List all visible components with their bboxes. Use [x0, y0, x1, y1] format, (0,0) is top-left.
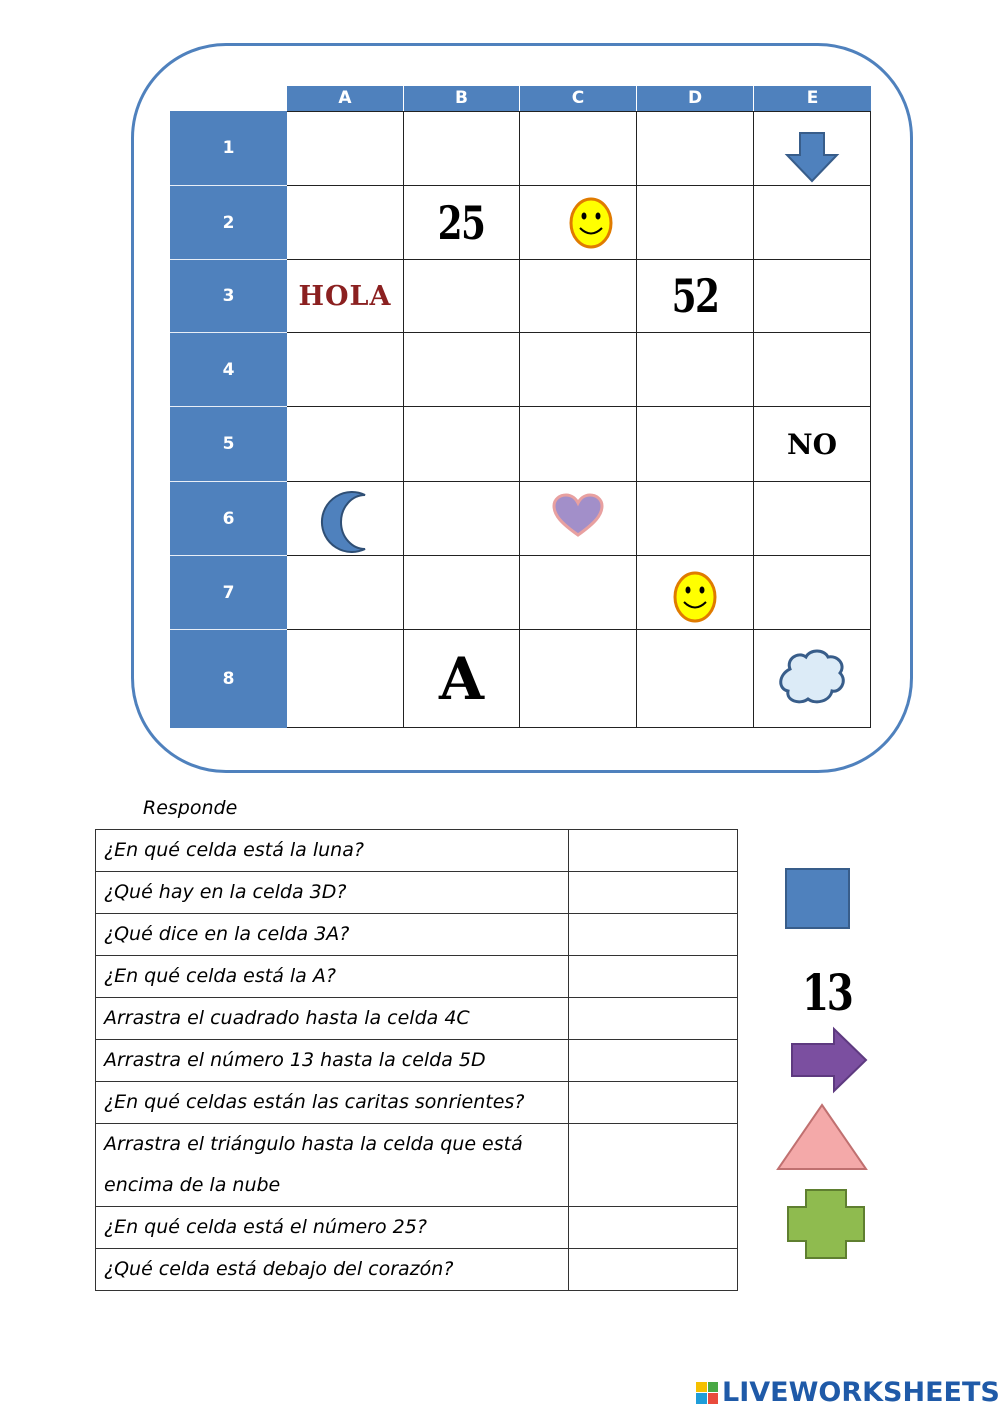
question-text: Arrastra el cuadrado hasta la celda 4C — [96, 998, 569, 1040]
answer-field[interactable] — [569, 1082, 738, 1124]
question-text: ¿En qué celda está la A? — [96, 956, 569, 998]
question-row — [96, 830, 738, 872]
question-row — [96, 872, 738, 914]
grid-cell-b5[interactable] — [404, 407, 520, 482]
grid-cell-b8[interactable] — [404, 630, 520, 728]
question-text: ¿Qué dice en la celda 3A? — [96, 914, 569, 956]
question-row — [96, 956, 738, 998]
grid-cell-a5[interactable] — [287, 407, 404, 482]
grid-cell-c5[interactable] — [520, 407, 637, 482]
grid-cell-d5[interactable] — [637, 407, 754, 482]
row-header-4: 4 — [170, 333, 287, 407]
answer-field[interactable] — [569, 1207, 738, 1249]
number-25: 25 — [438, 195, 485, 250]
question-row — [96, 998, 738, 1040]
row-header-3: 3 — [170, 260, 287, 333]
cross-icon[interactable] — [784, 1187, 868, 1261]
no-text: NO — [787, 427, 837, 461]
grid-cell-d4[interactable] — [637, 333, 754, 407]
grid-cell-e6[interactable] — [754, 482, 871, 556]
grid-cell-c3[interactable] — [520, 260, 637, 333]
answer-field[interactable] — [569, 998, 738, 1040]
grid-cell-a6[interactable] — [287, 482, 404, 556]
grid-cell-d3[interactable] — [637, 260, 754, 333]
grid-cell-c1[interactable] — [520, 111, 637, 186]
grid-cell-b4[interactable] — [404, 333, 520, 407]
grid-cell-a1[interactable] — [287, 111, 404, 186]
col-header-e: E — [754, 86, 871, 111]
answer-field[interactable] — [569, 872, 738, 914]
grid-cell-b2[interactable] — [404, 186, 520, 260]
row-header-8: 8 — [170, 630, 287, 728]
grid-cell-c4[interactable] — [520, 333, 637, 407]
grid-cell-a2[interactable] — [287, 186, 404, 260]
number-52: 52 — [671, 269, 719, 323]
cloud-icon — [776, 645, 848, 709]
grid-cell-e7[interactable] — [754, 556, 871, 630]
grid-cell-c8[interactable] — [520, 630, 637, 728]
question-text: Arrastra el triángulo hasta la celda que está encima de la nube — [96, 1124, 569, 1207]
grid-cell-e1[interactable] — [754, 111, 871, 186]
question-text: ¿En qué celda está la luna? — [96, 830, 569, 872]
answer-field[interactable] — [569, 1040, 738, 1082]
question-row — [96, 914, 738, 956]
grid-cell-a7[interactable] — [287, 556, 404, 630]
triangle-icon[interactable] — [774, 1102, 870, 1174]
square-icon[interactable] — [783, 866, 853, 932]
row-header-7: 7 — [170, 556, 287, 630]
grid-cell-e5[interactable] — [754, 407, 871, 482]
question-text: ¿Qué hay en la celda 3D? — [96, 872, 569, 914]
answer-field[interactable] — [569, 914, 738, 956]
col-header-a: A — [287, 86, 404, 111]
row-header-1: 1 — [170, 111, 287, 186]
question-row — [96, 1040, 738, 1082]
question-text: Arrastra el número 13 hasta la celda 5D — [96, 1040, 569, 1082]
grid-cell-d2[interactable] — [637, 186, 754, 260]
heart-icon — [551, 493, 605, 539]
smiley-face-icon — [672, 571, 718, 623]
grid-cell-c7[interactable] — [520, 556, 637, 630]
brand-name: LIVEWORKSHEETS — [722, 1377, 1000, 1408]
answer-field[interactable] — [569, 956, 738, 998]
letter-a: A — [438, 644, 484, 713]
col-header-d: D — [637, 86, 754, 111]
grid-cell-c6[interactable] — [520, 482, 637, 556]
grid-cell-b7[interactable] — [404, 556, 520, 630]
grid-cell-a8[interactable] — [287, 630, 404, 728]
question-text: ¿En qué celda está el número 25? — [96, 1207, 569, 1249]
grid-cell-c2[interactable] — [520, 186, 637, 260]
questions-table — [95, 829, 738, 1291]
grid-cell-e4[interactable] — [754, 333, 871, 407]
grid-cell-d1[interactable] — [637, 111, 754, 186]
grid-cell-d6[interactable] — [637, 482, 754, 556]
answer-field[interactable] — [569, 1124, 738, 1207]
smiley-face-icon — [568, 197, 614, 249]
hola-text: HOLA — [298, 280, 392, 312]
grid-cell-d8[interactable] — [637, 630, 754, 728]
question-row — [96, 1082, 738, 1124]
grid-cell-d7[interactable] — [637, 556, 754, 630]
row-header-2: 2 — [170, 186, 287, 260]
answer-field[interactable] — [569, 1249, 738, 1291]
grid-cell-e3[interactable] — [754, 260, 871, 333]
grid-cell-e2[interactable] — [754, 186, 871, 260]
number-13-piece[interactable]: 13 — [801, 963, 852, 1022]
row-header-6: 6 — [170, 482, 287, 556]
grid-cell-a3[interactable] — [287, 260, 404, 333]
question-text: ¿En qué celdas están las caritas sonrientes? — [96, 1082, 569, 1124]
col-header-c: C — [520, 86, 637, 111]
grid-cell-b6[interactable] — [404, 482, 520, 556]
row-header-5: 5 — [170, 407, 287, 482]
logo-icon — [696, 1382, 718, 1404]
question-row — [96, 1249, 738, 1291]
moon-icon — [317, 491, 373, 553]
question-row — [96, 1124, 738, 1207]
grid-cell-a4[interactable] — [287, 333, 404, 407]
col-header-b: B — [404, 86, 520, 111]
grid-cell-b1[interactable] — [404, 111, 520, 186]
right-arrow-icon[interactable] — [788, 1026, 870, 1094]
grid-cell-e8[interactable] — [754, 630, 871, 728]
answer-field[interactable] — [569, 830, 738, 872]
question-row — [96, 1207, 738, 1249]
brand-logo — [696, 1377, 1000, 1408]
grid-cell-b3[interactable] — [404, 260, 520, 333]
responde-label: Responde — [143, 797, 238, 819]
question-text: ¿Qué celda está debajo del corazón? — [96, 1249, 569, 1291]
down-arrow-icon — [784, 131, 840, 183]
